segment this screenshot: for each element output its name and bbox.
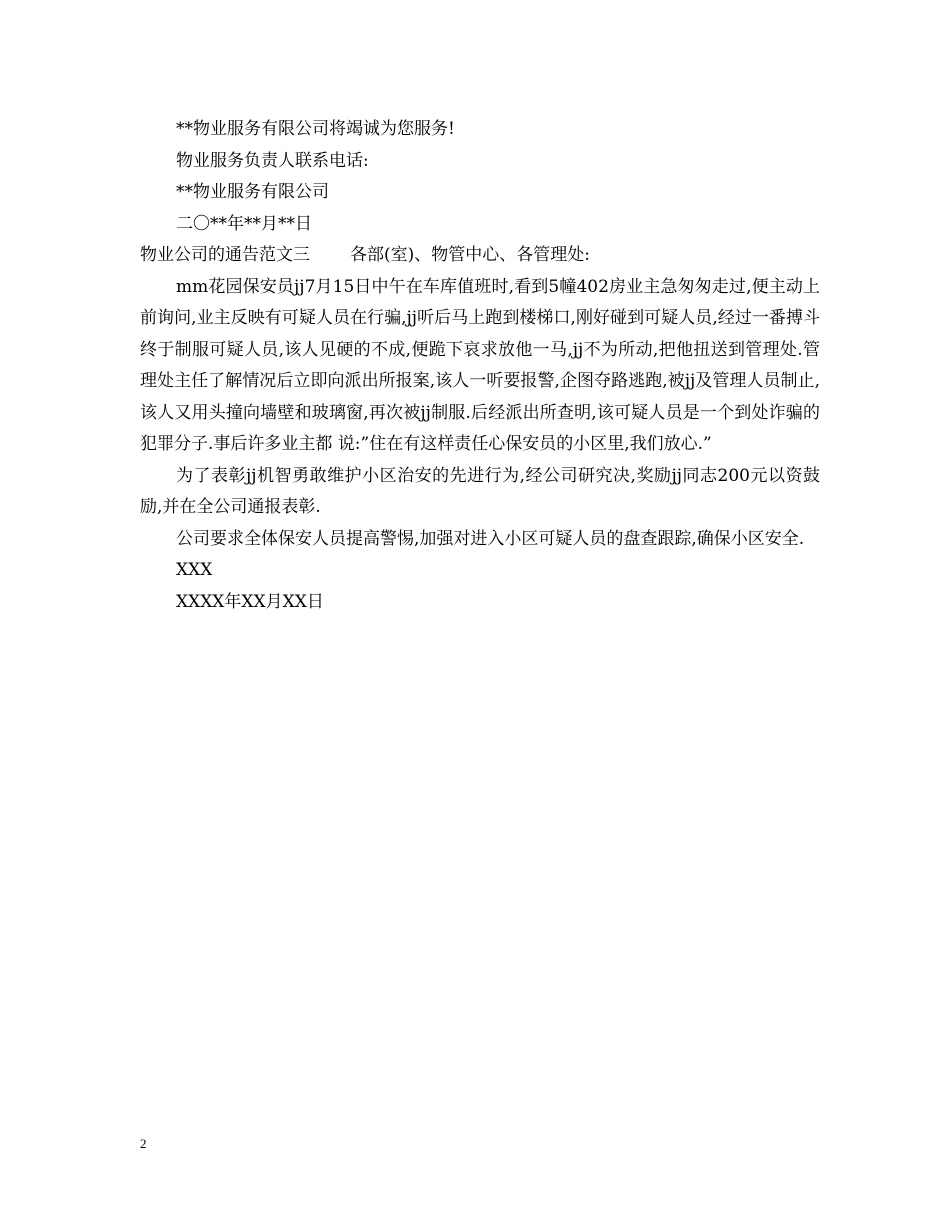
page-number: 2 [140,1136,147,1151]
signature: XXX [176,560,213,580]
paragraph-incident: mm花园保安员jj7月15日中午在车库值班时,看到5幢402房业主急匆匆走过,便主动上前询问,业主反映有可疑人员在行骗,jj听后马上跑到楼梯口,刚好碰到可疑人员,经过一番搏斗终于制服可疑人员,该人见硬的不成,便跪下哀求放他一马,jj不为所动,把他扭送到管理处.管理处主任了解情况后立即向派出所报案,该人一听要报警,企图夺路逃跑,被jj及管理人员制止,该人又用头撞向墙壁和玻璃窗,再次被jj制服.后经派出所查明,该可疑人员是一个到处诈骗的犯罪分子.事后许多业主都 说:”住在有这样责任心保安员的小区里,我们放心.” [140,276,820,454]
addressee: 各部(室)、物管中心、各管理处: [350,245,590,265]
section-heading-row [140,240,820,272]
contact-line: 物业服务负责人联系电话: [176,150,369,171]
service-line: **物业服务有限公司将竭诚为您服务! [176,119,455,139]
company-line: **物业服务有限公司 [176,182,329,202]
date-line: 二〇**年**月**日 [176,213,312,234]
signature-date: XXXX年XX月XX日 [176,591,324,612]
paragraph-requirement: 公司要求全体保安人员提高警惕,加强对进入小区可疑人员的盘查跟踪,确保小区安全. [176,528,805,549]
document-page [140,114,820,618]
section-heading: 物业公司的通告范文三 [140,245,310,265]
paragraph-reward: 为了表彰jj机智勇敢维护小区治安的先进行为,经公司研究决,奖励jj同志200元以资鼓励,并在全公司通报表彰. [140,465,820,517]
